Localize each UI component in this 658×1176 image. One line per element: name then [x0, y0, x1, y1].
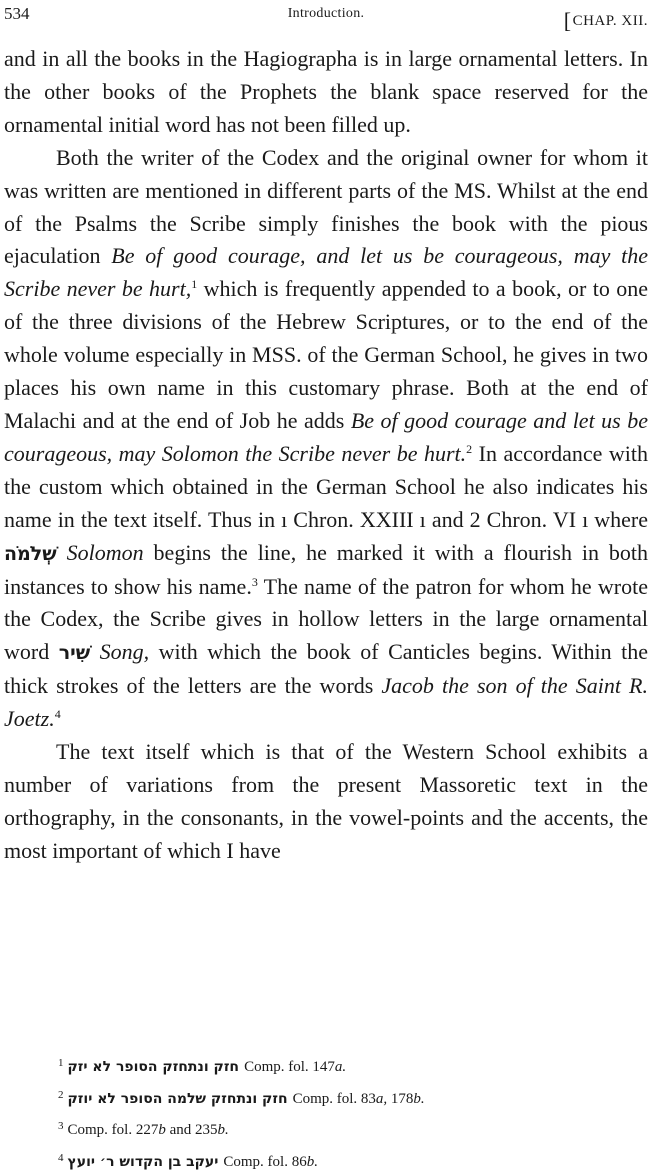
page-number: 534	[4, 4, 30, 24]
text-run: and in all the books in the Hagiographa is in large ornamental letters. In the other books of the Prophets the blank space reserved for the ornamental initial word has not been filled up.	[4, 46, 648, 137]
body-text	[4, 43, 648, 868]
italic-phrase: Be of good courage, and let us be courageous, may the Scribe never be hurt,	[4, 243, 648, 301]
footnote-ref: 4	[55, 707, 61, 721]
footnote-folio-side: a,	[376, 1091, 387, 1107]
text-run: The name of the patron for whom he wrote the Codex, the Scribe gives in hollow letters in the large ornamental word	[4, 574, 648, 665]
footnote-folio-side: b.	[413, 1091, 424, 1107]
footnote-hebrew: חזק ונתחזק שלמה הסופר לא יוזק	[68, 1091, 288, 1107]
footnote	[58, 1113, 628, 1145]
text-run: In accordance with the custom which obtained in the German School he also indicates his name in the text itself. Thus in ı Chron. XXIII ı and 2 Chron. VI ı where	[4, 441, 648, 532]
footnote-reference: Comp. fol. 227	[68, 1122, 159, 1138]
text-run: begins the line, he marked it with a flourish in both instances to show his name.	[4, 540, 648, 599]
italic-phrase: Song,	[100, 639, 150, 664]
italic-phrase: Jacob the son of the Saint R. Joetz.	[4, 673, 648, 731]
italic-phrase: Be of good courage and let us be courageous, may Solomon the Scribe never be hurt.	[4, 408, 648, 466]
footnote-reference: 178	[387, 1091, 413, 1107]
footnote-number: 1	[58, 1057, 64, 1069]
text-run	[90, 639, 99, 664]
footnote-folio-side: b.	[218, 1122, 229, 1138]
text-run: Both the writer of the Codex and the original owner for whom it was written are mentioned in different parts of the MS. Whilst at the end of the Psalms the Scribe simply finishes the book with the pious ejaculation	[4, 145, 648, 269]
text-run: with which the book of Canticles begins. Within the thick strokes of the letters are the words	[4, 639, 648, 698]
bracket-glyph: [	[564, 8, 572, 33]
footnote-folio-side: a.	[335, 1059, 346, 1075]
running-header	[4, 4, 648, 32]
text-run	[57, 540, 67, 565]
footnote-folio-side: b	[158, 1122, 166, 1138]
footnotes	[58, 1050, 628, 1176]
footnote-ref: 3	[252, 575, 258, 589]
footnote-reference: and 235	[166, 1122, 218, 1138]
footnote-hebrew: יעקב בן הקדוש ר׳ יועץ	[68, 1154, 219, 1170]
footnote	[58, 1082, 628, 1114]
paragraph	[4, 142, 648, 736]
chapter-label	[564, 5, 648, 31]
footnote-number: 4	[58, 1152, 64, 1164]
footnote	[58, 1145, 628, 1176]
paragraph	[4, 43, 648, 142]
footnote-reference: Comp. fol. 86	[223, 1154, 306, 1170]
hebrew-word: שִׁיר	[59, 642, 90, 664]
running-title: Introduction.	[4, 6, 648, 22]
hebrew-word: שְׁלֹמֹה	[4, 543, 57, 565]
italic-phrase: Solomon	[67, 540, 144, 565]
footnote-ref: 2	[466, 442, 472, 456]
chapter-text: CHAP. XII.	[573, 13, 648, 29]
footnote-folio-side: b.	[307, 1154, 318, 1170]
footnote-reference: Comp. fol. 83	[293, 1091, 376, 1107]
text-run: The text itself which is that of the Western School exhibits a number of variations from the present Massoretic text in the orthography, in the consonants, in the vowel-points and the accents, the most important of which I have	[4, 739, 648, 863]
footnote-reference: Comp. fol. 147	[244, 1059, 335, 1075]
footnote-number: 2	[58, 1089, 64, 1101]
footnote-number: 3	[58, 1120, 64, 1132]
paragraph	[4, 736, 648, 868]
footnote	[58, 1050, 628, 1082]
footnote-ref: 1	[191, 277, 197, 291]
footnote-hebrew: חזק ונתחזק הסופר לא יזק	[68, 1059, 240, 1075]
text-run: which is frequently appended to a book, or to one of the three divisions of the Hebrew Scriptures, or to the end of the whole volume especially in MSS. of the German School, he gives in two places his own name in this customary phrase. Both at the end of Malachi and at the end of Job he adds	[4, 276, 648, 433]
